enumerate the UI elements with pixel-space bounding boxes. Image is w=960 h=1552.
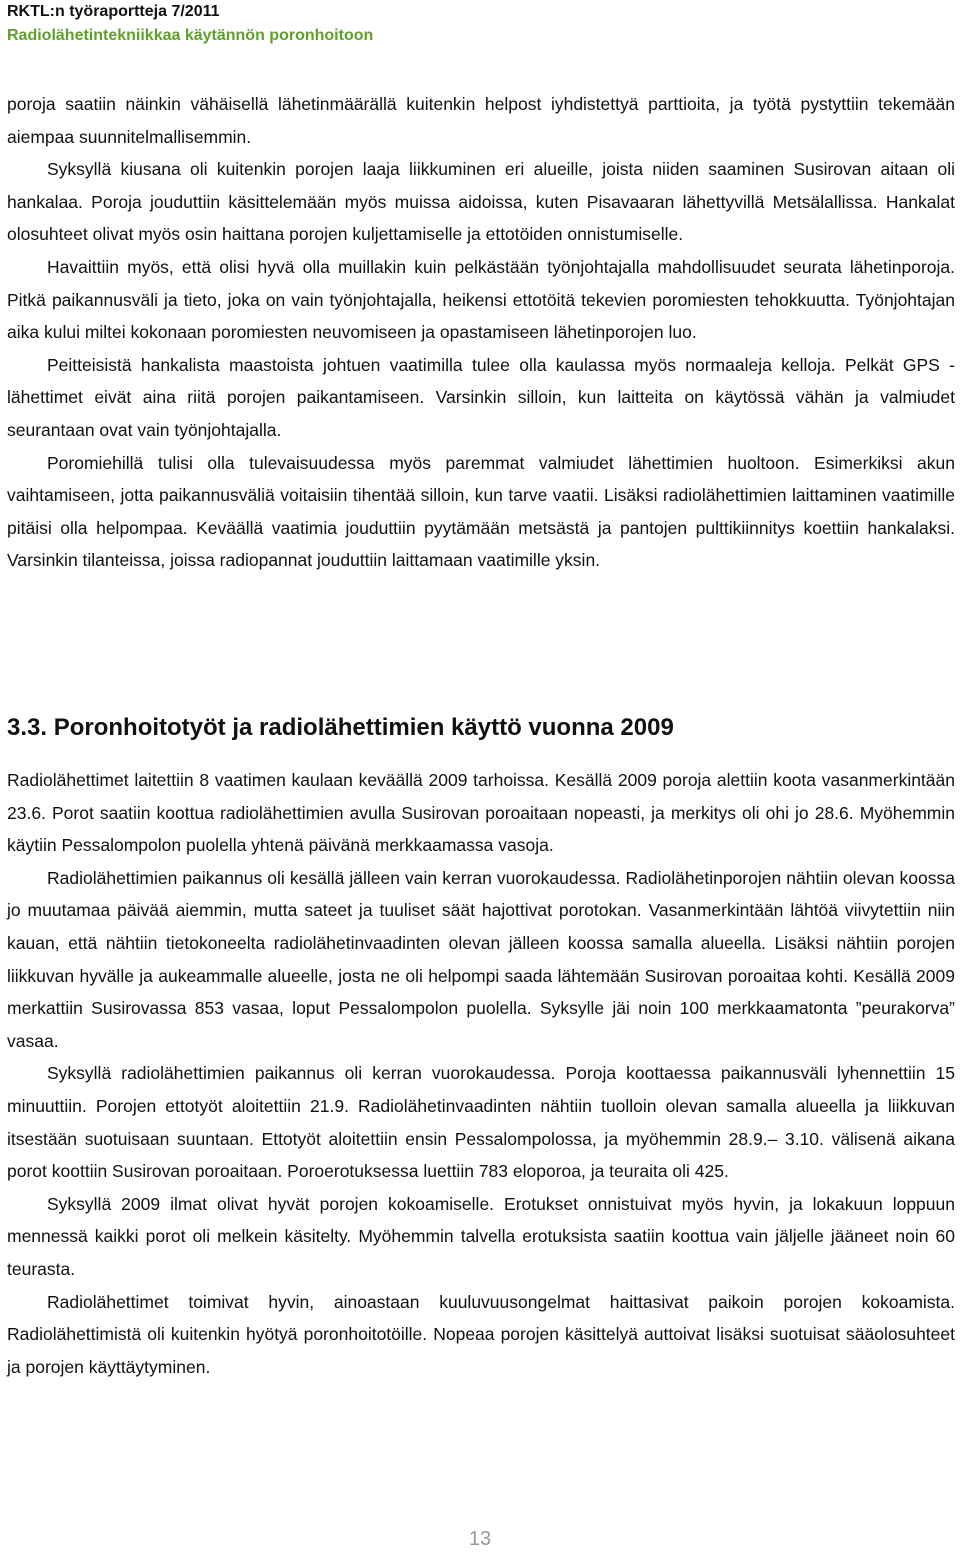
paragraph: Poromiehillä tulisi olla tulevaisuudessa myös paremmat valmiudet lähettimien huoltoon. Esimerkiksi akun vaihtamiseen, jotta paikannusväliä voitaisiin tihentää silloin, kun tarve vaatii. Lisäksi radiolähettimien laittaminen vaatimille pitäisi olla helpompaa. Keväällä vaatimia jouduttiin pyytämään metsästä ja pantojen pulttikiinnitys koettiin hankalaksi. Varsinkin tilanteissa, joissa radiopannat jouduttiin laittamaan vaatimille yksin. <box>7 452 955 571</box>
paragraph: Radiolähettimien paikannus oli kesällä jälleen vain kerran vuorokaudessa. Radiolähetinporojen nähtiin olevan koossa jo muutamaa päivää aiemmin, mutta sateet ja tuuliset säät hajottivat porotokan. Vasanmerkintään lähtöä viivytettiin niin kauan, että nähtiin tietokoneelta radiolähetinvaadinten olevan jälleen koossa samalla alueella. Lisäksi nähtiin porojen liikkuvan hyvälle ja aukeammalle alueelle, josta ne oli helpompi saada lähtemään Susirovan poroaitaa kohti. Kesällä 2009 merkattiin Susirovassa 853 vasaa, loput Pessalompolon puolella. Syksylle jäi noin 100 merkkaamatonta ”peurakorva” vasaa. <box>7 867 955 1051</box>
paragraph: Peitteisistä hankalista maastoista johtuen vaatimilla tulee olla kaulassa myös normaaleja kelloja. Pelkät GPS -lähettimet eivät aina riitä porojen paikantamiseen. Varsinkin silloin, kun laitteita on käytössä vähän ja valmiudet seurantaan ovat vain työnjohtajalla. <box>7 354 955 440</box>
paragraph: Havaittiin myös, että olisi hyvä olla muillakin kuin pelkästään työnjohtajalla mahdollisuudet seurata lähetinporoja. Pitkä paikannusväli ja tieto, joka on vain työnjohtajalla, heikensi ettotöitä tekevien poromiesten tehokkuutta. Työnjohtajan aika kului miltei kokonaan poromiesten neuvomiseen ja opastamiseen lähetinporojen luo. <box>7 256 955 343</box>
body-text-section <box>7 764 955 1383</box>
report-title: Radiolähetintekniikkaa käytännön poronhoitoon <box>7 27 374 44</box>
body-text-upper <box>7 88 955 577</box>
paragraph: Syksyllä kiusana oli kuitenkin porojen laaja liikkuminen eri alueille, joista niiden saaminen Susirovan aitaan oli hankalaa. Poroja jouduttiin käsittelemään myös muissa aidoissa, kuten Pisavaaran lähettyvillä Metsälallissa. Hankalat olosuhteet olivat myös osin haittana porojen kuljettamiselle ja ettotöiden onnistumiselle. <box>7 159 955 245</box>
paragraph: Radiolähettimet toimivat hyvin, ainoastaan kuuluvuusongelmat haittasivat paikoin porojen kokoamista. Radiolähettimistä oli kuitenkin hyötyä poronhoitotöille. Nopeaa porojen käsittelyä auttoivat lisäksi suotuisat sääolosuhteet ja porojen käyttäytyminen. <box>7 1291 955 1377</box>
running-header <box>7 0 373 46</box>
page-number: 13 <box>468 1528 492 1550</box>
paragraph: Syksyllä 2009 ilmat olivat hyvät porojen kokoamiselle. Erotukset onnistuivat myös hyvin, ja lokakuun loppuun mennessä kaikki porot oli melkein käsitelty. Myöhemmin talvella erotuksista saatiin koottua vain jäljelle jääneet noin 60 teurasta. <box>7 1193 955 1279</box>
paragraph: Syksyllä radiolähettimien paikannus oli kerran vuorokaudessa. Poroja koottaessa paikannusväli lyhennettiin 15 minuuttiin. Porojen ettotyöt aloitettiin 21.9. Radiolähetinvaadinten nähtiin tuolloin olevan samalla alueella ja liikkuvan itsestään suotuisaan suuntaan. Ettotyöt aloitettiin ensin Pessalompolossa, ja myöhemmin 28.9.– 3.10. välisenä aikana porot koottiin Susirovan poroaitaan. Poroerotuksessa luettiin 783 eloporoa, ja teuraita oli 425. <box>7 1063 955 1182</box>
paragraph: poroja saatiin näinkin vähäisellä lähetinmäärällä kuitenkin helpost iyhdistettyä parttioita, ja työtä pystyttiin tekemään aiempaa suunnitelmallisemmin. <box>7 94 955 147</box>
report-series-title: RKTL:n työraportteja 7/2011 <box>7 3 220 20</box>
section-heading: 3.3. Poronhoitotyöt ja radiolähettimien käyttö vuonna 2009 <box>7 714 674 741</box>
paragraph: Radiolähettimet laitettiin 8 vaatimen kaulaan keväällä 2009 tarhoissa. Kesällä 2009 poroja alettiin koota vasanmerkintään 23.6. Porot saatiin koottua radiolähettimien avulla Susirovan poroaitaan nopeasti, ja merkitys oli ohi jo 28.6. Myöhemmin käytiin Pessalompolon puolella yhtenä päivänä merkkaamassa vasoja. <box>7 770 955 856</box>
